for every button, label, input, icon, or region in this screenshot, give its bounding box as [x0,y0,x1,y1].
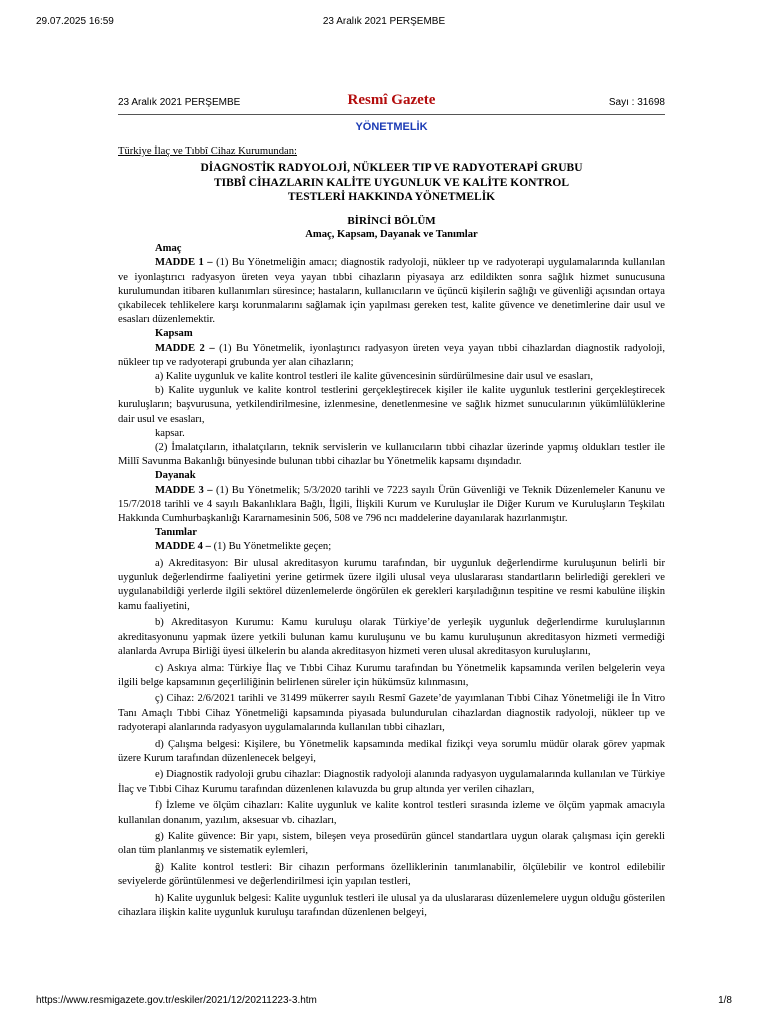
definition-item: b) Akreditasyon Kurumu: Kamu kuruluşu olarak Türkiye’de yerleşik uygunluk değerlendirme kuruluşlarının akreditasyonunu yapmak üzere yetkili bulunan kamu kuruluşunu ve bu kamu kuruluşunun akreditasyon hizmeti vermediği alanlarda Avrupa Birliği üyesi ülkelerin bu alanda akreditasyon hizmeti veren ulusal akreditasyon kuruluşlarını, [118,617,665,657]
article-label: MADDE 4 – [155,541,211,553]
issuing-institution: Türkiye İlaç ve Tıbbî Cihaz Kurumundan: [118,146,297,157]
definition-item: d) Çalışma belgesi: Kişilere, bu Yönetmelik kapsamında medikal fizikçi veya sorumlu müdür olarak görev yapmak üzere Kurum tarafından düzenlenecek belgeyi, [118,738,665,764]
article-label: MADDE 3 – [155,484,213,496]
definition-item: g) Kalite güvence: Bir yapı, sistem, bileşen veya prosedürün güncel standartlara uygun olarak çalışması için gerekli olan tüm planlanmış ve sistematik eylemleri, [118,831,665,857]
definition-item: a) Akreditasyon: Bir ulusal akreditasyon kurumu tarafından, bir uygunluk değerlendirme kuruluşunun belirli bir uygunluk değerlendirme faaliyetini yerine getirmek üzere ilgili ulusal veya uluslararası standartların belirlediği gerekleri ve uygulanabildiği yerlerde ilgili sektörel düzenlemelerde öngörülen ek gerekleri karşıladığının tespitine ve resmi kabulüne ilişkin kamu faaliyetini, [118,558,665,612]
gazette-header [118,92,665,112]
article-heading: Tanımlar [155,527,197,539]
page-number: 1/8 [718,995,732,1006]
article-heading: Dayanak [155,470,196,482]
article-3 [118,484,665,527]
article-1 [118,256,665,327]
article-2 [118,342,665,370]
article-text: (1) Bu Yönetmelik; 5/3/2020 tarihli ve 7223 sayılı Ürün Güvenliği ve Teknik Düzenlemeler Kanunu ve 15/7/2018 tarihli ve 4 sayılı Bakanlıklara Bağlı, İlgili, İlişkili Kurum ve Kuruluşlar ile Diğer Kurum ve Kuruluşların Teşkilatı Hakkında Cumhurbaşkanlığı Kararnamesinin 506, 508 ve 796 ncı maddelerine dayanılarak hazırlanmıştır. [118,484,665,524]
article-heading: Kapsam [155,328,193,340]
part-subheading: Amaç, Kapsam, Dayanak ve Tanımlar [305,228,478,240]
page-url[interactable]: https://www.resmigazete.gov.tr/eskiler/2021/12/20211223-3.htm [36,995,317,1006]
part-heading: BİRİNCİ BÖLÜM [347,214,436,227]
gazette-date: 23 Aralık 2021 PERŞEMBE [118,97,241,108]
regulation-title-line: DİAGNOSTİK RADYOLOJİ, NÜKLEER TIP VE RADYOTERAPİ GRUBU [200,162,583,175]
clause: kapsar. [155,427,185,439]
article-label: MADDE 1 – [155,257,213,269]
regulation-title-line: TIBBÎ CİHAZLARIN KALİTE UYGUNLUK VE KALİTE KONTROL [213,176,570,189]
print-footer [0,995,768,1009]
article-text: (1) Bu Yönetmelikte geçen; [210,541,332,553]
regulation-title-line: TESTLERİ HAKKINDA YÖNETMELİK [287,191,496,204]
print-timestamp: 29.07.2025 16:59 [36,16,114,27]
definition-item: ç) Cihaz: 2/6/2021 tarihli ve 31499 mükerrer sayılı Resmî Gazete’de yayımlanan Tıbbi Cihaz Yönetmeliği ile İn Vitro Tanı Amaçlı Tıbbi Cihaz Yönetmeliği kapsamında piyasada bulundurulan cihazlardan diagnostik radyoloji, nükleer tıp ve radyoterapi alanlarında radyasyon uygulamalarında kullanılan tıbbi cihazları, [118,693,665,733]
definition-item: c) Askıya alma: Türkiye İlaç ve Tıbbi Cihaz Kurumu tarafından bu Yönetmelik kapsamında verilen belgelerin veya ilgili belge kapsamının geçerliliğinin belirlenen süreler için hükümsüz kılınmasını, [118,662,665,688]
gazette-title: Resmî Gazete [347,92,436,108]
paragraph: (2) İmalatçıların, ithalatçıların, teknik servislerin ve kullanıcıların tıbbi cihazlar üzerinde yapmış oldukları testler ile Millî Savunma Bakanlığı bünyesinde bulunan tıbbi cihazlar bu Yönetmelik kapsamı dışındadır. [118,441,665,468]
clause: b) Kalite uygunluk ve kalite kontrol testlerini gerçekleştirecek kişiler ile kalite uygunluk testlerini gerçekleştirecek kuruluşların; başvurusuna, yetkilendirilmesine, izlenmesine, denetlenmesine ve sağlık hizmet sunucularının yükümlülüklerine dair usul ve esasları, [118,385,665,425]
print-header [0,16,768,30]
clause: a) Kalite uygunluk ve kalite kontrol testleri ile kalite güvencesinin sürdürülmesine dair usul ve esasları, [155,370,594,382]
article-heading: Amaç [155,243,182,255]
definition-item: f) İzleme ve ölçüm cihazları: Kalite uygunluk ve kalite kontrol testleri sırasında izleme ve ölçüm yapmak amacıyla kullanılan donanım, yazılım, aksesuar vb. cihazları, [118,800,665,826]
header-divider [118,114,665,115]
regulation-title [118,161,665,205]
definition-item: h) Kalite uygunluk belgesi: Kalite uygunluk testleri ile ulusal ya da uluslararası düzenlemelere uygun olduğu gösterilen cihazlara ilişkin kalite uygunluk kuruluşu tarafından düzenlenen belgeyi, [118,893,665,919]
gazette-issue-number: Sayı : 31698 [608,97,665,108]
article-text: (1) Bu Yönetmelik, iyonlaştırıcı radyasyon üreten veya yayan tıbbi cihazlardan diagnostik radyoloji, nükleer tıp ve radyoterapi grubunda yer alan cihazların; [118,342,665,368]
regulation-body [118,145,665,920]
article-label: MADDE 2 – [155,342,215,354]
print-page-title: 23 Aralık 2021 PERŞEMBE [322,16,446,27]
article-4 [118,540,665,554]
gazette-document [118,92,665,920]
article-text: (1) Bu Yönetmeliğin amacı; diagnostik radyoloji, nükleer tıp ve radyoterapi uygulamalarında kullanılan ve iyonlaştırıcı radyasyon üreten veya yayan tıbbi cihazların piyasaya arz edildikten sonra sağlık hizmet sunucusuna kurulumundan itibaren kullanımları süresince; hastaların, kullanıcıların ve üçüncü kişilerin sağlığı ve güvenliği açısından ortaya çıkabilecek tehlikelere karşı korunmalarını sağlamak için yapılması gereken test, kalite güvence ve denetimlerine dair usul ve esasları düzenlemektir. [118,257,665,326]
definition-item: ğ) Kalite kontrol testleri: Bir cihazın performans özelliklerinin tanımlanabilir, ölçülebilir ve kontrol edilebilir seviyelerde görüntülenmesi ve değerlendirilmesi için yapılan testleri, [118,862,665,888]
definition-item: e) Diagnostik radyoloji grubu cihazlar: Diagnostik radyoloji alanında radyasyon uygulamalarında kullanılan ve Türkiye İlaç ve Tıbbi Cihaz Kurumu tarafından düzenlenen kılavuzda bu grup altında yer verilen cihazları, [118,769,665,795]
section-title: YÖNETMELİK [355,121,428,133]
